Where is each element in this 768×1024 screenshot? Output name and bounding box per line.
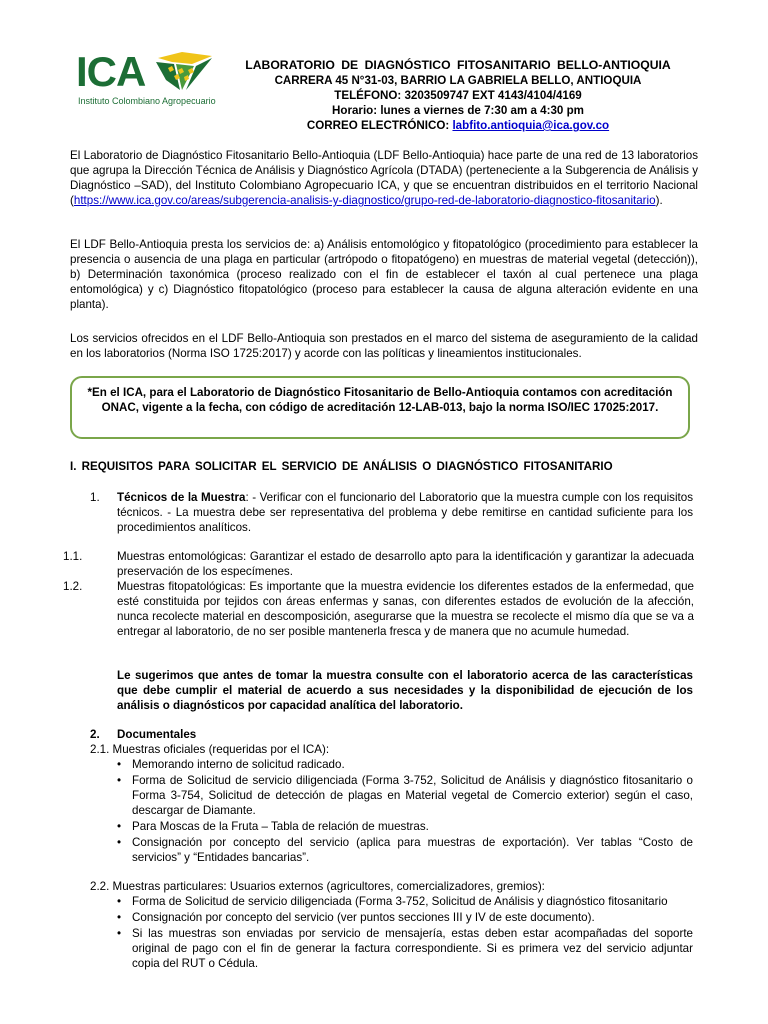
logo-subtitle: Instituto Colombiano Agropecuario — [78, 96, 216, 106]
list-item: • Consignación por concepto del servicio (aplica para muestras de exportación). Ver tablas “Costo de servicios” y “Entidades bancarias”. — [117, 836, 693, 864]
item-2-heading: Documentales — [117, 728, 197, 741]
item-1-heading: Técnicos de la Muestra — [117, 491, 246, 504]
list-item: • Memorando interno de solicitud radicado. — [117, 758, 345, 771]
list-item: • Consignación por concepto del servicio (ver puntos secciones III y IV de este documento). — [117, 911, 595, 924]
section-title: I. REQUISITOS PARA SOLICITAR EL SERVICIO DE ANÁLISIS O DIAGNÓSTICO FITOSANITARIO — [70, 460, 613, 473]
ica-logo — [76, 50, 216, 110]
logo-text: ICA — [76, 48, 146, 95]
list-item: • Si las muestras son enviadas por servicio de mensajería, estas deben estar acompañadas del soporte original de pago con el fin de generar la factura correspondiente. Si es primera vez del servicio adjuntar copia del RUT o Cédula. — [117, 927, 693, 970]
intro-p1-text: El Laboratorio de Diagnóstico Fitosanitario Bello-Antioquia (LDF Bello-Antioquia) hace parte de una red de 13 laboratorios que agrupa la Dirección Técnica de Análisis y Diagnóstico Agrícola (DTADA) (perteneciente a la Subgerencia de Análisis y Diagnóstico –SAD), del Instituto Colombiano Agropecuario ICA, y que se encuentran distribuidos en el territorio Nacional ( — [70, 149, 698, 207]
ica-leaf-icon — [152, 50, 216, 94]
network-link[interactable]: https://www.ica.gov.co/areas/subgerencia-analisis-y-diagnostico/grupo-red-de-laboratorio-diagnostico-fitosanitario — [73, 194, 656, 207]
lab-hours: Horario: lunes a viernes de 7:30 am a 4:30 pm — [332, 104, 584, 117]
intro-paragraph-1 — [70, 148, 698, 208]
item-1-1 — [63, 549, 694, 579]
list-item: • Forma de Solicitud de servicio diligenciada (Forma 3-752, Solicitud de Análisis y diagnóstico fitosanitario — [117, 895, 668, 908]
item-1-text: : - Verificar con el funcionario del Laboratorio que la muestra cumple con los requisitos técnicos. - La muestra debe ser representativa del problema y debe remitirse en cantidad suficiente para los procedimientos analíticos. — [117, 491, 693, 534]
list-item: • Forma de Solicitud de servicio diligenciada (Forma 3-752, Solicitud de Análisis y diagnóstico fitosanitario o Forma 3-754, Solicitud de detección de plagas en Material vegetal de Comercio exterior) según el caso, descargar de Diamante. — [117, 774, 693, 817]
lab-phone: TELÉFONO: 3203509747 EXT 4143/4104/4169 — [334, 89, 582, 102]
item-1 — [117, 490, 693, 535]
email-link[interactable]: labfito.antioquia@ica.gov.co — [452, 119, 610, 132]
lab-title: LABORATORIO DE DIAGNÓSTICO FITOSANITARIO BELLO-ANTIOQUIA — [245, 58, 671, 72]
official-samples-list — [117, 757, 693, 866]
item-1-2-text: Muestras fitopatológicas: Es importante que la muestra evidencie los diferentes estados de la enfermedad, que esté constituida por tejidos con áreas enfermas y sanas, con diferentes estados de evolución de la afección, nunca recolecte material en descomposición, asegurarse que la muestra se recolecte el mismo día que se va a entregar al laboratorio, de no ser posible mantenerla fresca y de manera que no acumule humedad. — [117, 580, 694, 638]
email-label: CORREO ELECTRÓNICO: — [306, 119, 453, 132]
item-1-1-number: 1.1. — [63, 550, 83, 563]
item-1-1-text: Muestras entomológicas: Garantizar el estado de desarrollo apto para la identificación y garantizar la adecuada preservación de los especímenes. — [117, 550, 694, 578]
list-item: • Para Moscas de la Fruta – Tabla de relación de muestras. — [117, 820, 429, 833]
lab-address: CARRERA 45 N°31-03, BARRIO LA GABRIELA BELLO, ANTIOQUIA — [274, 74, 642, 87]
item-2-1-label: 2.1. Muestras oficiales (requeridas por el ICA): — [90, 743, 330, 756]
intro-paragraph-3: Los servicios ofrecidos en el LDF Bello-Antioquia son prestados en el marco del sistema de aseguramiento de la calidad en los laboratorios (Norma ISO 1725:2017) y acorde con las políticas y lineamientos institucionales. — [70, 332, 698, 360]
item-1-2-number: 1.2. — [63, 580, 83, 593]
item-1-2 — [63, 579, 694, 639]
intro-p1-end: ). — [655, 194, 663, 207]
item-2-number: 2. — [90, 728, 100, 741]
private-samples-list — [117, 894, 693, 972]
intro-paragraph-2: El LDF Bello-Antioquia presta los servicios de: a) Análisis entomológico y fitopatológico (procedimiento para establecer la presencia o ausencia de una plaga en particular (artrópodo o fitopatógeno) en muestras de material vegetal (detección)), b) Determinación taxonómica (proceso realizado con el fin de establecer el taxón al cual pertenece una plaga entomológica) y c) Diagnóstico fitopatológico (proceso para establecer la causa de alguna alteración evidente en una planta). — [70, 238, 698, 311]
accreditation-box: *En el ICA, para el Laboratorio de Diagnóstico Fitosanitario de Bello-Antioquia contamos con acreditación ONAC, vigente a la fecha, con código de acreditación 12-LAB-013, bajo la norma ISO/IEC 17025:2017. — [70, 376, 690, 439]
suggestion-note: Le sugerimos que antes de tomar la muestra consulte con el laboratorio acerca de las características que debe cumplir el material de acuerdo a sus necesidades y la disponibilidad de ejecución de los análisis o diagnósticos por capacidad analítica del laboratorio. — [117, 669, 693, 712]
lab-header — [228, 58, 688, 133]
item-2-2-label: 2.2. Muestras particulares: Usuarios externos (agricultores, comercializadores, gremios): — [90, 880, 545, 893]
lab-email-line — [228, 118, 688, 133]
item-1-number: 1. — [90, 491, 100, 504]
